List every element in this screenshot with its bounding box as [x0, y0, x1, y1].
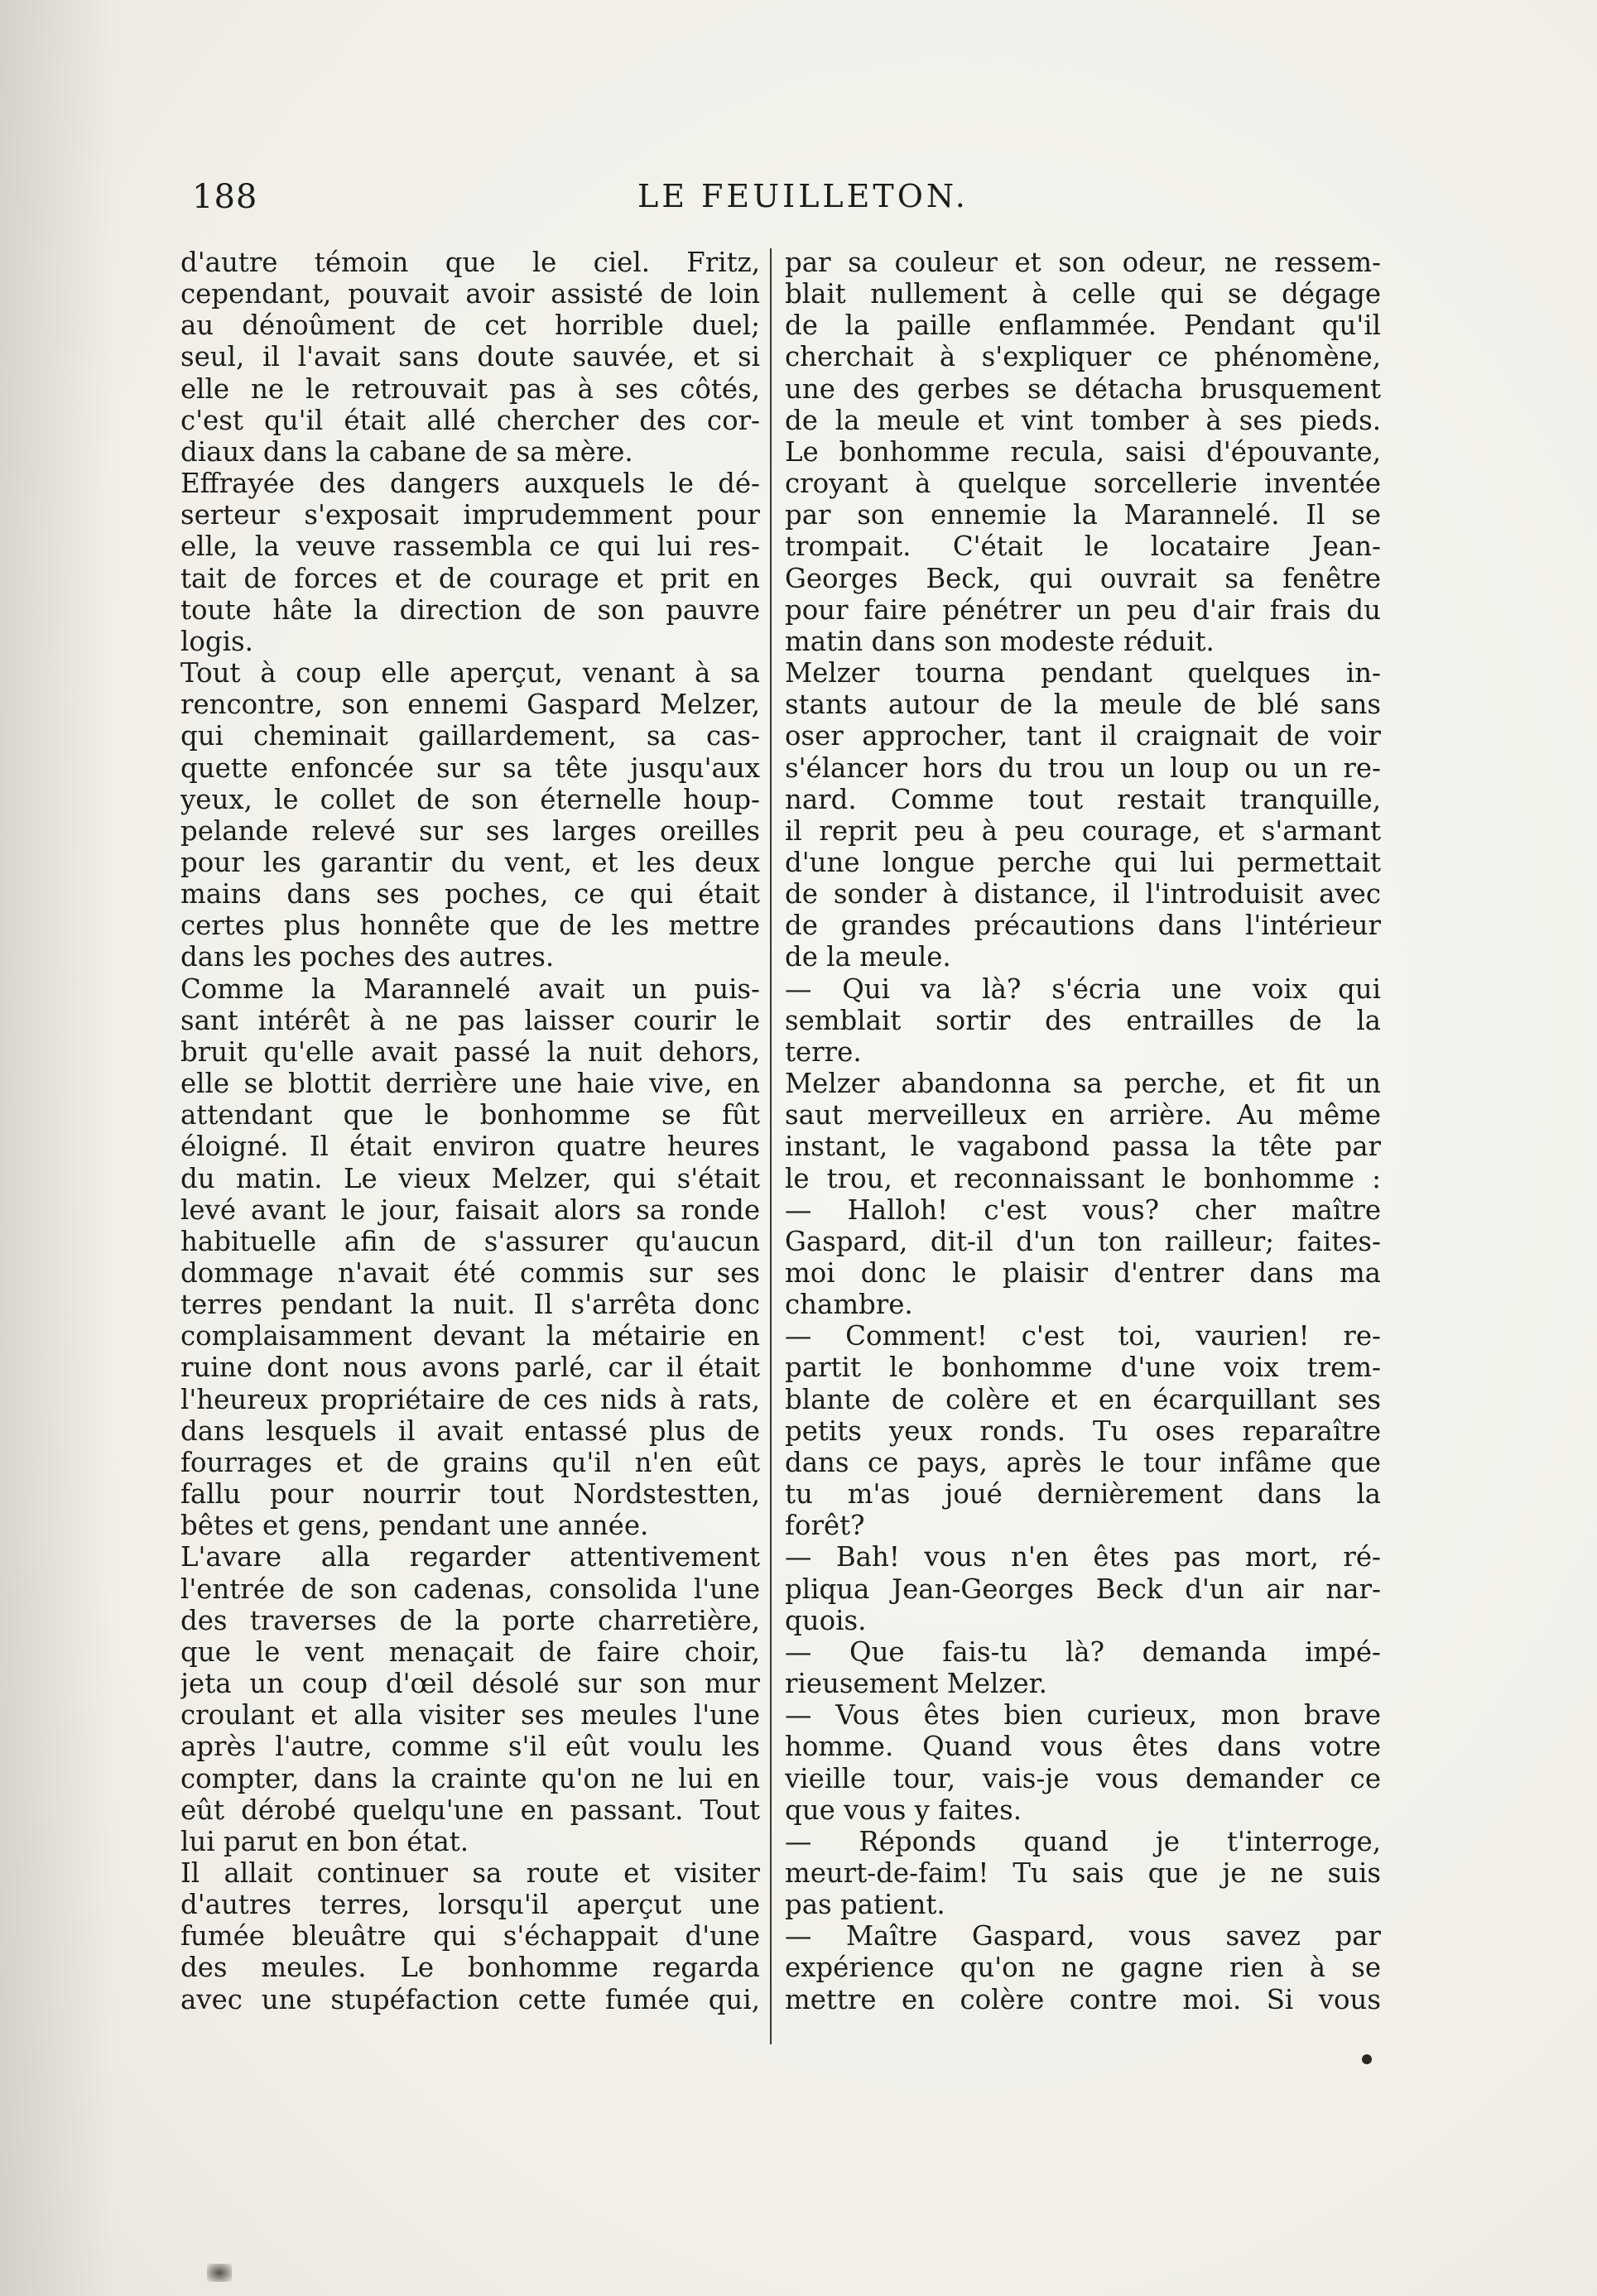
text-line: quette enfoncée sur sa tête jusqu'aux — [180, 752, 760, 784]
text-line: cherchait à s'expliquer ce phénomène, — [785, 341, 1381, 373]
text-line: complaisamment devant la métairie en — [180, 1320, 760, 1352]
text-line: pliqua Jean-Georges Beck d'un air nar- — [785, 1573, 1381, 1605]
text-line: avec une stupéfaction cette fumée qui, — [180, 1983, 760, 2015]
text-line: éloigné. Il était environ quatre heures — [180, 1131, 760, 1163]
ink-dot — [1362, 2054, 1372, 2064]
text-line: seul, il l'avait sans doute sauvée, et si — [180, 341, 760, 373]
text-line: dommage n'avait été commis sur ses — [180, 1257, 760, 1289]
page-header — [0, 178, 1597, 228]
text-line: — Comment! c'est toi, vaurien! re- — [785, 1320, 1381, 1352]
text-line: qui cheminait gaillardement, sa cas- — [180, 720, 760, 752]
text-line: — Maître Gaspard, vous savez par — [785, 1920, 1381, 1953]
text-line: blait nullement à celle qui se dégage — [785, 278, 1381, 310]
text-line: certes plus honnête que de les mettre — [180, 910, 760, 942]
text-line: blante de colère et en écarquillant ses — [785, 1383, 1381, 1415]
text-line: des meules. Le bonhomme regarda — [180, 1952, 760, 1984]
text-line: — Réponds quand je t'interroge, — [785, 1825, 1381, 1857]
text-line: partit le bonhomme d'une voix trem- — [785, 1352, 1381, 1384]
text-line: bêtes et gens, pendant une année. — [180, 1510, 649, 1542]
text-line: levé avant le jour, faisait alors sa ronde — [180, 1194, 760, 1226]
text-line: tait de forces et de courage et prit en — [180, 562, 760, 594]
text-line: après l'autre, comme s'il eût voulu les — [180, 1731, 760, 1763]
text-line: dans ce pays, après le tour infâme que — [785, 1446, 1381, 1478]
text-line: elle se blottit derrière une haie vive, en — [180, 1068, 760, 1100]
text-line: du matin. Le vieux Melzer, qui s'était — [180, 1162, 760, 1194]
text-line: rieusement Melzer. — [785, 1668, 1047, 1700]
text-line: compter, dans la crainte qu'on ne lui en — [180, 1762, 760, 1794]
text-line: des traverses de la porte charretière, — [180, 1604, 760, 1636]
text-line: par sa couleur et son odeur, ne ressem- — [785, 247, 1381, 278]
text-line: l'heureux propriétaire de ces nids à rats, — [180, 1383, 760, 1415]
ink-smudge — [207, 2264, 232, 2282]
text-line: s'élancer hors du trou un loup ou un re- — [785, 752, 1381, 784]
text-line: attendant que le bonhomme se fût — [180, 1099, 760, 1131]
running-title: LE FEUILLETON. — [637, 178, 969, 214]
text-line: instant, le vagabond passa la tête par — [785, 1131, 1381, 1163]
text-line: de grandes précautions dans l'intérieur — [785, 910, 1381, 942]
text-line: logis. — [180, 625, 253, 657]
column-divider — [770, 248, 772, 2044]
text-line: homme. Quand vous êtes dans votre — [785, 1731, 1381, 1763]
text-line: — Vous êtes bien curieux, mon brave — [785, 1699, 1381, 1732]
text-line: pour les garantir du vent, et les deux — [180, 846, 760, 878]
text-line: d'autre témoin que le ciel. Fritz, — [180, 247, 760, 278]
text-line: eût dérobé quelqu'une en passant. Tout — [180, 1794, 760, 1826]
text-line: vieille tour, vais-je vous demander ce — [785, 1762, 1381, 1794]
text-line: croulant et alla visiter ses meules l'une — [180, 1699, 760, 1732]
text-line: Le bonhomme recula, saisi d'épouvante, — [785, 435, 1381, 468]
text-line: d'une longue perche qui lui permettait — [785, 846, 1381, 878]
text-line: une des gerbes se détacha brusquement — [785, 372, 1381, 405]
right-column — [785, 247, 1381, 2034]
text-line: expérience qu'on ne gagne rien à se — [785, 1952, 1381, 1984]
text-line: yeux, le collet de son éternelle houp- — [180, 783, 760, 815]
text-line: le trou, et reconnaissant le bonhomme : — [785, 1162, 1381, 1194]
text-line: stants autour de la meule de blé sans — [785, 689, 1381, 721]
text-line: chambre. — [785, 1289, 913, 1321]
text-line: que le vent menaçait de faire choir, — [180, 1636, 760, 1668]
text-line: semblait sortir des entrailles de la — [785, 1004, 1381, 1036]
text-line: par son ennemie la Marannelé. Il se — [785, 499, 1381, 531]
text-line: Comme la Marannelé avait un puis- — [180, 973, 760, 1005]
text-line: Melzer abandonna sa perche, et fit un — [785, 1068, 1381, 1100]
text-line: — Bah! vous n'en êtes pas mort, ré- — [785, 1541, 1381, 1573]
text-line: jeta un coup d'œil désolé sur son mur — [180, 1668, 760, 1700]
page-number: 188 — [192, 178, 258, 216]
text-line: de la paille enflammée. Pendant qu'il — [785, 310, 1381, 342]
text-line: fallu pour nourrir tout Nordstestten, — [180, 1478, 760, 1511]
text-line: d'autres terres, lorsqu'il aperçut une — [180, 1889, 760, 1921]
text-line: croyant à quelque sorcellerie inventée — [785, 468, 1381, 500]
text-line: — Qui va là? s'écria une voix qui — [785, 973, 1381, 1005]
text-line: rencontre, son ennemi Gaspard Melzer, — [180, 689, 760, 721]
text-line: mains dans ses poches, ce qui était — [180, 878, 760, 910]
text-line: terre. — [785, 1035, 862, 1068]
text-line: bruit qu'elle avait passé la nuit dehors, — [180, 1035, 760, 1068]
left-column — [180, 247, 760, 2034]
text-line: trompait. C'était le locataire Jean- — [785, 531, 1381, 563]
text-line: Gaspard, dit-il d'un ton railleur; faites- — [785, 1225, 1381, 1257]
text-line: pour faire pénétrer un peu d'air frais du — [785, 593, 1381, 626]
text-line: dans lesquels il avait entassé plus de — [180, 1415, 760, 1447]
text-line: diaux dans la cabane de sa mère. — [180, 435, 633, 468]
page-edge-shadow — [0, 0, 116, 2296]
text-line: que vous y faites. — [785, 1794, 1022, 1826]
text-line: mettre en colère contre moi. Si vous — [785, 1983, 1381, 2015]
text-line: Tout à coup elle aperçut, venant à sa — [180, 657, 760, 689]
text-line: toute hâte la direction de son pauvre — [180, 593, 760, 626]
text-line: de la meule. — [785, 941, 951, 973]
text-line: fourrages et de grains qu'il n'en eût — [180, 1446, 760, 1478]
text-line: pas patient. — [785, 1889, 945, 1921]
text-line: serteur s'exposait imprudemment pour — [180, 499, 760, 531]
text-line: oser approcher, tant il craignait de voir — [785, 720, 1381, 752]
text-line: petits yeux ronds. Tu oses reparaître — [785, 1415, 1381, 1447]
text-line: tu m'as joué dernièrement dans la — [785, 1478, 1381, 1511]
text-line: au dénoûment de cet horrible duel; — [180, 310, 760, 342]
text-line: ruine dont nous avons parlé, car il était — [180, 1352, 760, 1384]
text-line: de la meule et vint tomber à ses pieds. — [785, 404, 1381, 436]
text-line: meurt-de-faim! Tu sais que je ne suis — [785, 1856, 1381, 1889]
text-line: Melzer tourna pendant quelques in- — [785, 657, 1381, 689]
text-line: moi donc le plaisir d'entrer dans ma — [785, 1257, 1381, 1289]
text-line: fumée bleuâtre qui s'échappait d'une — [180, 1920, 760, 1953]
text-line: nard. Comme tout restait tranquille, — [785, 783, 1381, 815]
text-line: lui parut en bon état. — [180, 1825, 469, 1857]
text-line: — Halloh! c'est vous? cher maître — [785, 1194, 1381, 1226]
text-line: Il allait continuer sa route et visiter — [180, 1856, 760, 1889]
text-line: Effrayée des dangers auxquels le dé- — [180, 468, 760, 500]
text-line: — Que fais-tu là? demanda impé- — [785, 1636, 1381, 1668]
text-line: forêt? — [785, 1510, 865, 1542]
text-line: quois. — [785, 1604, 867, 1636]
text-line: dans les poches des autres. — [180, 941, 555, 973]
text-line: il reprit peu à peu courage, et s'armant — [785, 814, 1381, 847]
text-line: de sonder à distance, il l'introduisit avec — [785, 878, 1381, 910]
text-line: terres pendant la nuit. Il s'arrêta donc — [180, 1289, 760, 1321]
text-line: l'entrée de son cadenas, consolida l'une — [180, 1573, 760, 1605]
text-line: matin dans son modeste réduit. — [785, 625, 1215, 657]
text-line: habituelle afin de s'assurer qu'aucun — [180, 1225, 760, 1257]
text-line: sant intérêt à ne pas laisser courir le — [180, 1004, 760, 1036]
text-line: Georges Beck, qui ouvrait sa fenêtre — [785, 562, 1381, 594]
text-line: c'est qu'il était allé chercher des cor- — [180, 404, 760, 436]
text-line: elle ne le retrouvait pas à ses côtés, — [180, 372, 760, 405]
text-line: pelande relevé sur ses larges oreilles — [180, 814, 760, 847]
text-line: cependant, pouvait avoir assisté de loin — [180, 278, 760, 310]
text-line: elle, la veuve rassembla ce qui lui res- — [180, 531, 760, 563]
text-line: saut merveilleux en arrière. Au même — [785, 1099, 1381, 1131]
text-line: L'avare alla regarder attentivement — [180, 1541, 760, 1573]
